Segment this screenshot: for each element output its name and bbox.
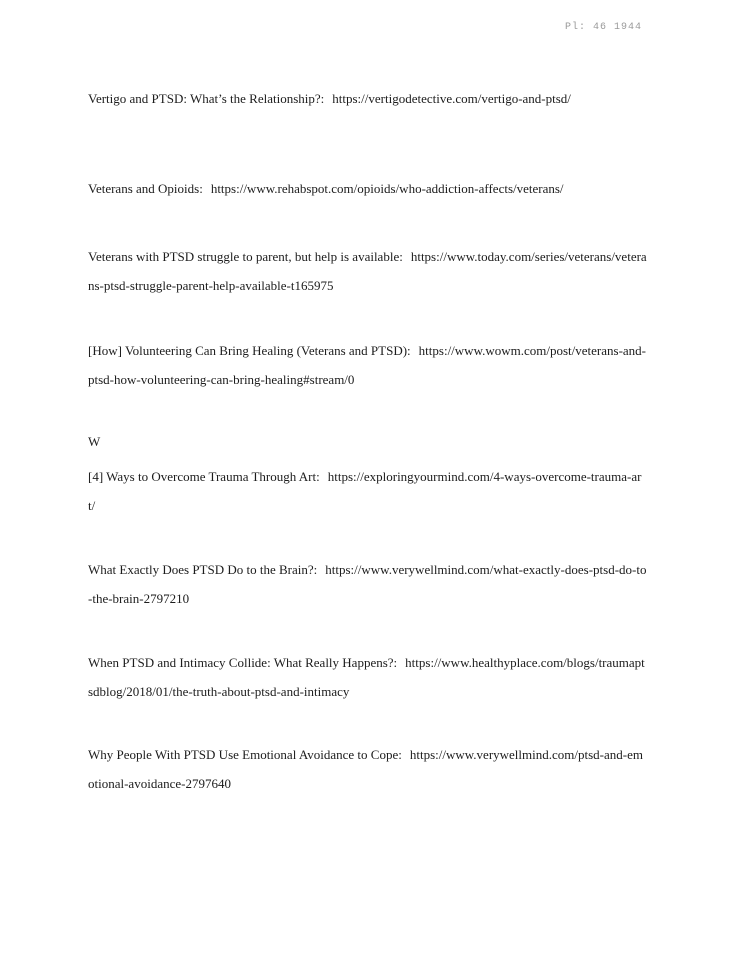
citation-title: [4] Ways to Overcome Trauma Through Art: [88,469,320,484]
citation-url[interactable]: https://www.verywellmind.com/what-exactly-does-ptsd-do-to-the-brain-2797210 [88,562,647,606]
page-number: Pl: 46 1944 [564,22,642,33]
citation-entry [88,740,648,798]
citation-title: Why People With PTSD Use Emotional Avoidance to Cope: [88,747,402,762]
citation-entry [88,555,648,613]
citation-title: Vertigo and PTSD: What’s the Relationship?: [88,91,325,106]
citation-title: Veterans and Opioids: [88,181,203,196]
citation-entry [88,462,648,520]
citation-url[interactable]: https://vertigodetective.com/vertigo-and-ptsd/ [332,91,571,106]
citation-entry [88,336,648,394]
citation-entry [88,84,648,113]
citation-url[interactable]: https://www.verywellmind.com/ptsd-and-emotional-avoidance-2797640 [88,747,643,791]
section-letter: W [88,434,101,449]
citation-entry [88,242,648,300]
citation-entry [88,648,648,706]
citation-title: When PTSD and Intimacy Collide: What Really Happens?: [88,655,398,670]
citation-entry [88,174,648,203]
citation-title: What Exactly Does PTSD Do to the Brain?: [88,562,318,577]
citation-url[interactable]: https://www.today.com/series/veterans/veterans-ptsd-struggle-parent-help-available-t165975 [88,249,647,293]
citation-url[interactable]: https://www.rehabspot.com/opioids/who-addiction-affects/veterans/ [210,181,564,196]
citation-url[interactable]: https://exploringyourmind.com/4-ways-overcome-trauma-art/ [88,469,642,513]
citation-title: Veterans with PTSD struggle to parent, but help is available: [88,249,403,264]
citation-title: [How] Volunteering Can Bring Healing (Veterans and PTSD): [88,343,411,358]
citation-url[interactable]: https://www.wowm.com/post/veterans-and-ptsd-how-volunteering-can-bring-healing#stream/0 [88,343,647,387]
citation-url[interactable]: https://www.healthyplace.com/blogs/traumaptsdblog/2018/01/the-truth-about-ptsd-and-intimacy [88,655,645,699]
